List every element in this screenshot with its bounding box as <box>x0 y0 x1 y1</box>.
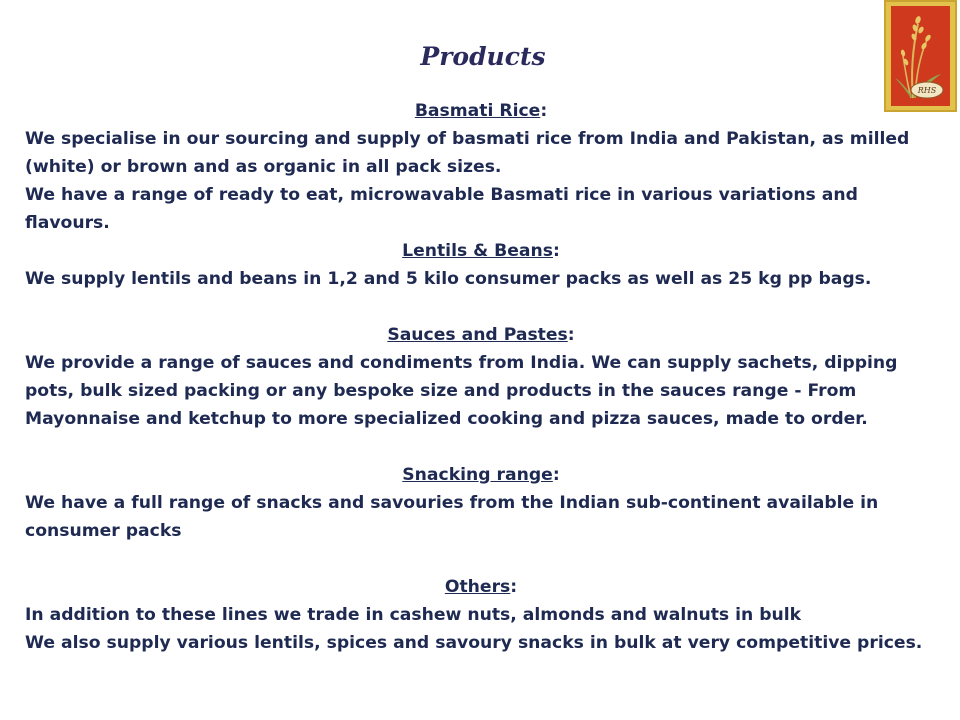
heading-label: Sauces and Pastes <box>387 325 568 345</box>
section-heading-basmati: Basmati Rice: <box>414 101 548 121</box>
section-heading-sauces: Sauces and Pastes: <box>387 325 575 345</box>
section-text: We provide a range of sauces and condiments from India. We can supply sachets, dipping pots, bulk sized packing or any bespoke size and products in the sauces range - From Mayonnaise and ketchup to more specialized cooking and pizza sauces, made to order. <box>25 353 898 429</box>
heading-label: Basmati Rice <box>414 101 541 121</box>
section-heading-snacking: Snacking range: <box>402 465 560 485</box>
section-text: We have a full range of snacks and savouries from the Indian sub-continent available in consumer packs <box>25 493 879 541</box>
heading-label: Others <box>444 577 511 597</box>
spacer <box>25 433 937 461</box>
section-heading-lentils: Lentils & Beans: <box>402 241 560 261</box>
heading-label: Snacking range <box>402 465 553 485</box>
section-heading-others: Others: <box>444 577 518 597</box>
spacer <box>25 293 937 321</box>
section-text: We also supply various lentils, spices and savoury snacks in bulk at very competitive prices. <box>25 633 923 653</box>
heading-label: Lentils & Beans <box>402 241 553 261</box>
section-text: We specialise in our sourcing and supply of basmati rice from India and Pakistan, as milled (white) or brown and as organic in all pack sizes. <box>25 129 910 177</box>
svg-text:RHS: RHS <box>917 86 937 95</box>
section-text: We have a range of ready to eat, microwavable Basmati rice in various variations and flavours. <box>25 185 858 233</box>
rice-plant-logo-icon <box>891 6 950 106</box>
page-title: Products <box>420 42 546 71</box>
products-content <box>25 97 937 657</box>
section-text: We supply lentils and beans in 1,2 and 5 kilo consumer packs as well as 25 kg pp bags. <box>25 269 872 289</box>
section-text: In addition to these lines we trade in cashew nuts, almonds and walnuts in bulk <box>25 605 802 625</box>
spacer <box>25 545 937 573</box>
company-logo <box>884 0 957 112</box>
